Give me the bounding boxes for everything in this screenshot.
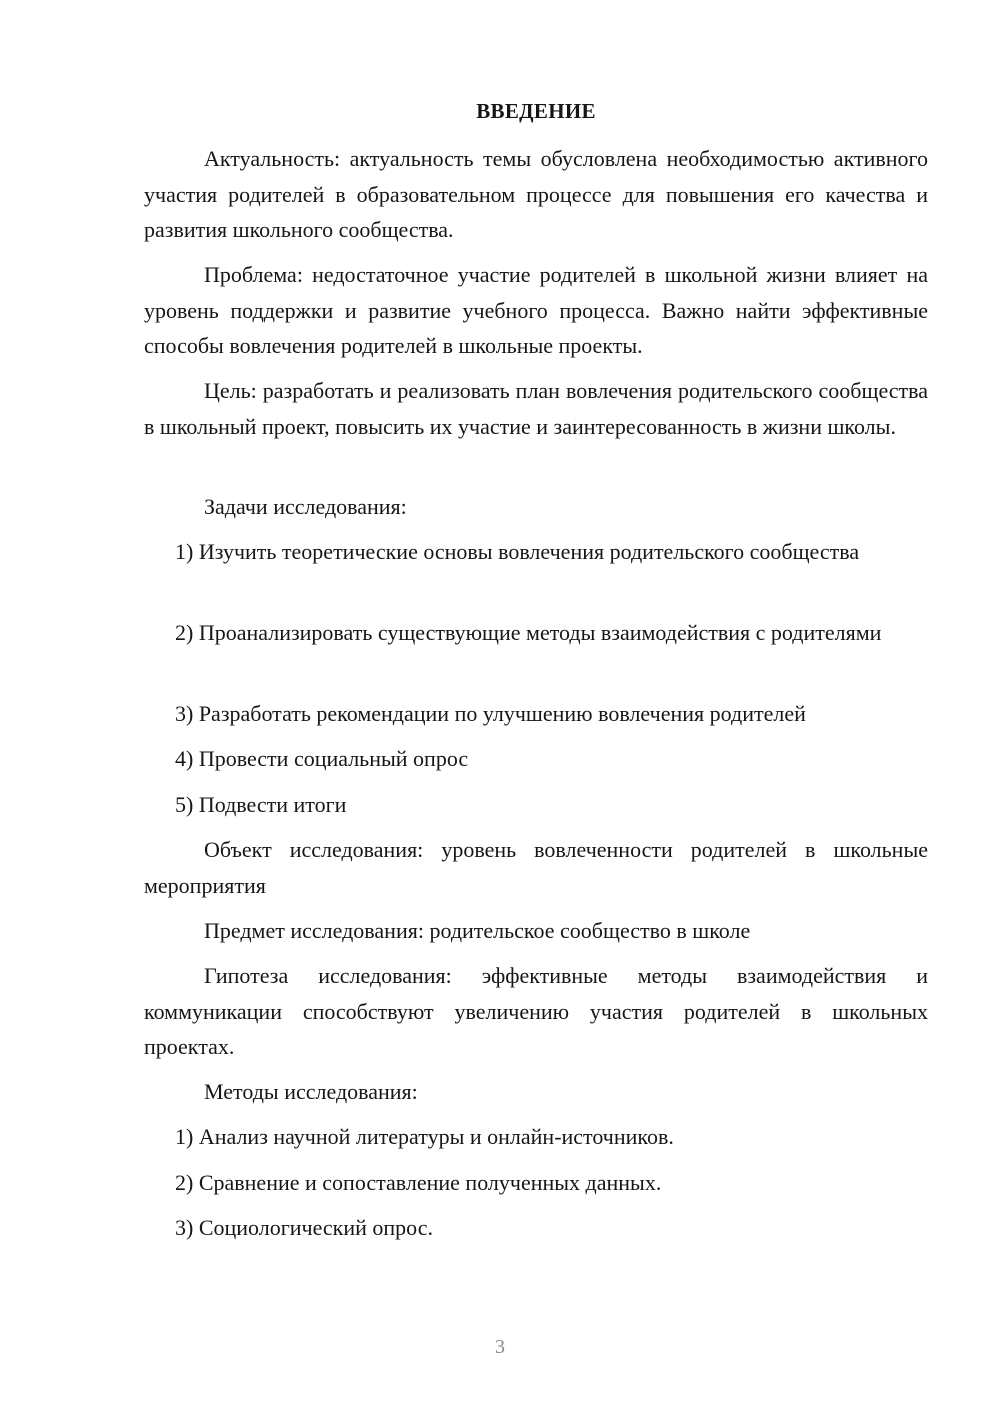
task-item-4: 4) Провести социальный опрос xyxy=(175,746,469,771)
tasks-heading: Задачи исследования: xyxy=(204,494,407,519)
method-item-2: 2) Сравнение и сопоставление полученных данных. xyxy=(175,1170,662,1195)
task-item-1: 1) Изучить теоретические основы вовлечения родительского сообщества xyxy=(175,539,860,564)
page-title: ВВЕДЕНИЕ xyxy=(476,99,596,123)
problem-paragraph: Проблема: недостаточное участие родителей в школьной жизни влияет на уровень поддержки и развитие учебного процесса. Важно найти эффективные способы вовлечения родителей в школьные проекты. xyxy=(144,262,928,358)
goal-paragraph: Цель: разработать и реализовать план вовлечения родительского сообщества в школьный проект, повысить их участие и заинтересованность в жизни школы. xyxy=(144,378,928,439)
relevance-paragraph: Актуальность: актуальность темы обусловлена необходимостью активного участия родителей в образовательном процессе для повышения его качества и развития школьного сообщества. xyxy=(144,146,928,242)
task-item-3: 3) Разработать рекомендации по улучшению вовлечения родителей xyxy=(175,701,806,726)
hypothesis-paragraph: Гипотеза исследования: эффективные методы взаимодействия и коммуникации способствуют увеличению участия родителей в школьных проектах. xyxy=(144,963,928,1059)
method-item-3: 3) Социологический опрос. xyxy=(175,1215,433,1240)
method-item-1: 1) Анализ научной литературы и онлайн-источников. xyxy=(175,1124,674,1149)
object-paragraph: Объект исследования: уровень вовлеченности родителей в школьные мероприятия xyxy=(144,837,928,898)
page-number: 3 xyxy=(495,1336,505,1358)
task-item-2: 2) Проанализировать существующие методы взаимодействия с родителями xyxy=(175,620,882,645)
task-item-5: 5) Подвести итоги xyxy=(175,792,347,817)
subject-paragraph: Предмет исследования: родительское сообщество в школе xyxy=(204,918,751,943)
methods-heading: Методы исследования: xyxy=(204,1079,418,1104)
